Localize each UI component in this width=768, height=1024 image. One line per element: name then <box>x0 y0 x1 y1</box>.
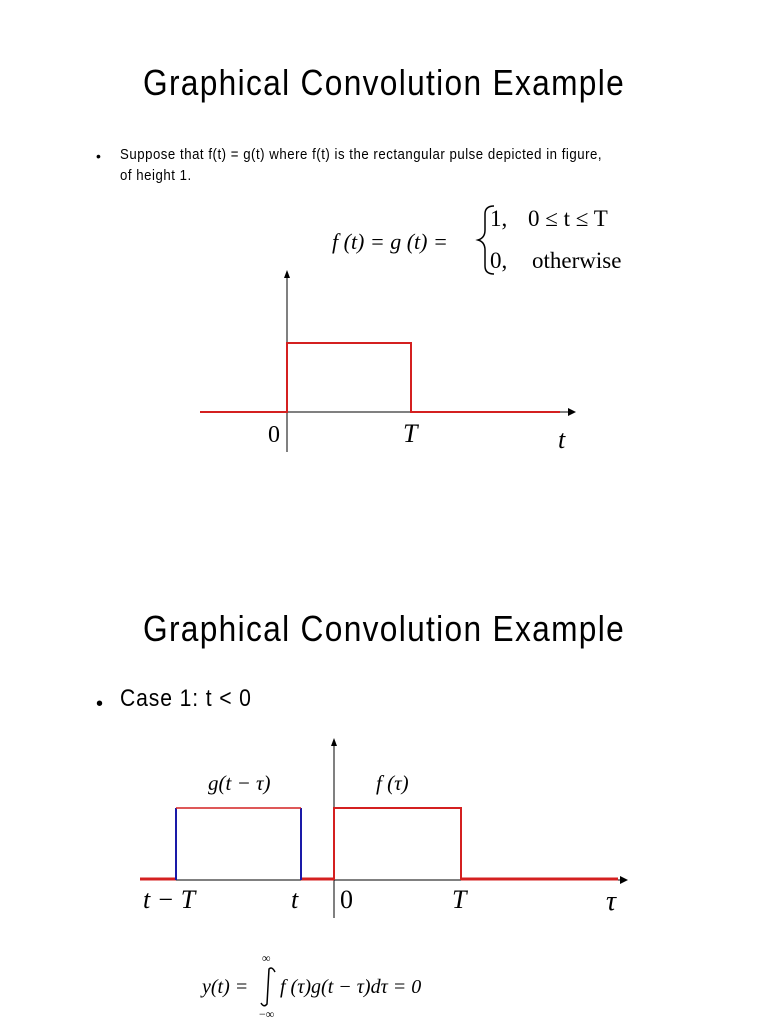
slide2-title: Graphical Convolution Example <box>142 608 626 649</box>
case1-value: 1, <box>490 206 508 231</box>
label-T: T <box>403 419 418 448</box>
bullet-marker: • <box>96 693 104 715</box>
case1-condition: 0 ≤ t ≤ T <box>528 206 608 231</box>
label-t: t <box>558 425 566 454</box>
slide2-equation <box>200 951 421 1021</box>
integrand: f (τ)g(t − τ)dτ = 0 <box>280 976 422 998</box>
case2-condition: otherwise <box>532 248 622 273</box>
slide2-plot <box>140 738 628 918</box>
tau-axis-arrow <box>620 876 628 884</box>
integral-sign <box>261 968 275 1006</box>
label-t-minus-T: t − T <box>143 885 196 914</box>
label-f-tau: f (τ) <box>376 771 409 795</box>
x-axis-arrow <box>568 408 576 416</box>
case2-value: 0, <box>490 248 508 273</box>
equation-lhs: f (t) = g (t) = <box>332 229 448 254</box>
y-axis-arrow <box>284 270 290 278</box>
upper-limit: ∞ <box>262 951 271 965</box>
slide1-bullet-text: Suppose that f(t) = g(t) where f(t) is the rectangular pulse depicted in figure, of height 1. <box>120 146 603 184</box>
bullet-marker: • <box>96 148 101 164</box>
label-tau: τ <box>606 886 617 917</box>
rect-pulse <box>200 343 560 412</box>
label-zero: 0 <box>340 885 353 914</box>
vertical-axis-arrow <box>331 738 337 746</box>
label-t: t <box>291 885 299 914</box>
label-T: T <box>452 885 467 914</box>
label-g-t-minus-tau: g(t − τ) <box>208 771 271 795</box>
slide1-plot <box>200 270 576 454</box>
slide1-title: Graphical Convolution Example <box>142 62 626 103</box>
lower-limit: −∞ <box>259 1007 275 1021</box>
slide1-equation <box>332 206 621 274</box>
y-of-t-lhs: y(t) = <box>202 976 249 998</box>
label-zero: 0 <box>268 422 280 448</box>
f-pulse <box>334 808 461 880</box>
slide2-bullet-text: Case 1: t < 0 <box>120 685 252 712</box>
